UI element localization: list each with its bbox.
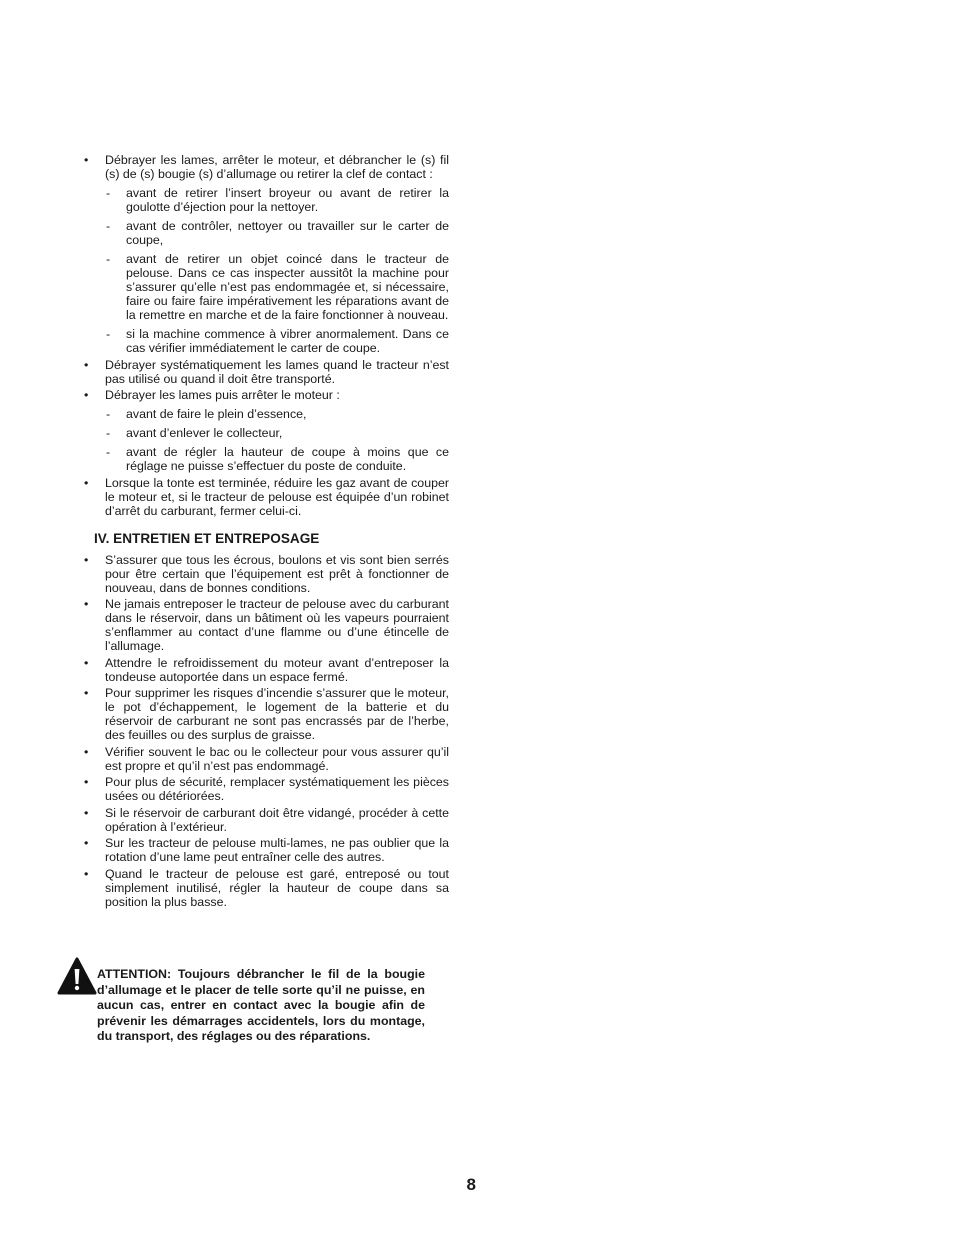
item-text: S’assurer que tous les écrous, boulons et vis sont bien serrés pour être certain que l’équipement est prêt à fonctionner de nouveau, dans de bonnes conditions. bbox=[105, 552, 449, 595]
sub-list-item bbox=[105, 407, 449, 421]
bullet-marker: • bbox=[84, 597, 89, 611]
item-text: Quand le tracteur de pelouse est garé, entreposé ou tout simplement inutilisé, régler la hauteur de coupe dans sa position la plus basse. bbox=[105, 866, 449, 909]
list-item bbox=[83, 358, 449, 386]
bullet-marker: • bbox=[84, 805, 89, 820]
bullet-marker: • bbox=[84, 357, 89, 372]
sub-list bbox=[105, 186, 449, 355]
sub-list-item bbox=[105, 219, 449, 247]
bullet-marker: • bbox=[84, 153, 89, 167]
list-item bbox=[83, 775, 449, 803]
item-text: Sur les tracteur de pelouse multi-lames, ne pas oublier que la rotation d’une lame peut entraîner celle des autres. bbox=[105, 836, 449, 864]
bullet-marker: • bbox=[84, 744, 89, 759]
dash-marker: - bbox=[106, 252, 111, 266]
item-text: Pour supprimer les risques d’incendie s’assurer que le moteur, le pot d’échappement, le logement de la batterie et du réservoir de carburant ne sont pas encrassés par de l’herbe, des feuilles ou des surplus de graisse. bbox=[105, 686, 449, 742]
list-item bbox=[83, 656, 449, 684]
sub-item-text: avant de contrôler, nettoyer ou travailler sur le carter de coupe, bbox=[126, 219, 449, 247]
list-item bbox=[83, 597, 449, 653]
bullet-marker: • bbox=[84, 552, 89, 567]
item-text: Pour plus de sécurité, remplacer systématiquement les pièces usées ou détériorées. bbox=[105, 775, 449, 803]
sub-list-item bbox=[105, 327, 449, 355]
item-text: Ne jamais entreposer le tracteur de pelouse avec du carburant dans le réservoir, dans un bâtiment où les vapeurs pourraient s’enflammer au contact d’une flamme ou d’une étincelle de l’allumage. bbox=[105, 597, 449, 653]
item-text: Débrayer les lames, arrêter le moteur, et débrancher le (s) fil (s) de (s) bougie (s) d’allumage ou retirer la clef de contact : bbox=[105, 153, 449, 181]
bullet-marker: • bbox=[84, 866, 89, 881]
bullet-marker: • bbox=[84, 686, 89, 700]
list-item bbox=[83, 745, 449, 773]
safety-list bbox=[83, 153, 449, 518]
sub-item-text: si la machine commence à vibrer anormalement. Dans ce cas vérifier immédiatement le carter de coupe. bbox=[126, 327, 449, 355]
sub-item-text: avant de retirer l’insert broyeur ou avant de retirer la goulotte d’éjection pour la nettoyer. bbox=[126, 186, 449, 214]
dash-marker: - bbox=[106, 426, 111, 440]
sub-list-item bbox=[105, 426, 449, 440]
dash-marker: - bbox=[106, 186, 111, 200]
bullet-marker: • bbox=[84, 388, 89, 402]
list-item bbox=[83, 153, 449, 355]
item-text: Débrayer les lames puis arrêter le moteur : bbox=[105, 388, 340, 402]
dash-marker: - bbox=[106, 407, 111, 421]
section-heading: IV. ENTRETIEN ET ENTREPOSAGE bbox=[94, 530, 320, 546]
sub-list-item bbox=[105, 252, 449, 322]
bullet-marker: • bbox=[84, 655, 89, 670]
list-item bbox=[83, 867, 449, 909]
text-column bbox=[83, 153, 449, 911]
sub-item-text: avant de régler la hauteur de coupe à moins que ce réglage ne puisse s’effectuer du poste de conduite. bbox=[126, 445, 449, 473]
dash-marker: - bbox=[106, 445, 111, 459]
sub-item-text: avant de retirer un objet coincé dans le tracteur de pelouse. Dans ce cas inspecter aussitôt la machine pour s’assurer qu’elle n’est pas endommagée et, si nécessaire, faire ou faire faire impérativement les réparations avant de la remettre en marche et de la faire fonctionner à nouveau. bbox=[126, 252, 449, 322]
item-text: Débrayer systématiquement les lames quand le tracteur n’est pas utilisé ou quand il doit être transporté. bbox=[105, 357, 449, 386]
sub-item-text: avant d’enlever le collecteur, bbox=[126, 426, 283, 440]
item-text: Lorsque la tonte est terminée, réduire les gaz avant de couper le moteur et, si le tracteur de pelouse est équipée d’un robinet d’arrêt du carburant, fermer celui-ci. bbox=[105, 475, 449, 518]
sub-list bbox=[105, 407, 449, 473]
sub-list-item bbox=[105, 186, 449, 214]
list-item bbox=[83, 806, 449, 834]
list-item bbox=[83, 686, 449, 742]
item-text: Vérifier souvent le bac ou le collecteur pour vous assurer qu’il est propre et qu’il n’est pas endommagé. bbox=[105, 744, 449, 773]
bullet-marker: • bbox=[84, 836, 89, 850]
bullet-marker: • bbox=[84, 775, 89, 789]
list-item bbox=[83, 836, 449, 864]
maintenance-list bbox=[83, 553, 449, 909]
list-item bbox=[83, 476, 449, 518]
list-item bbox=[83, 388, 449, 473]
page-number: 8 bbox=[466, 1175, 476, 1194]
item-text: Attendre le refroidissement du moteur avant d’entreposer la tondeuse autoportée dans un espace fermé. bbox=[105, 655, 449, 684]
sub-list-item bbox=[105, 445, 449, 473]
dash-marker: - bbox=[106, 327, 111, 341]
dash-marker: - bbox=[106, 219, 111, 233]
sub-item-text: avant de faire le plein d’essence, bbox=[126, 407, 307, 421]
warning-triangle-icon bbox=[57, 957, 97, 995]
bullet-marker: • bbox=[84, 475, 89, 490]
warning-text: ATTENTION: Toujours débrancher le fil de la bougie d’allumage et le placer de telle sorte qu’il ne puisse, en aucun cas, entrer en contact avec la bougie afin de prévenir les démarrages accidentels, lors du montage, du transport, des réglages ou des réparations. bbox=[97, 967, 425, 1043]
list-item bbox=[83, 553, 449, 595]
item-text: Si le réservoir de carburant doit être vidangé, procéder à cette opération à l’extérieur. bbox=[105, 805, 449, 834]
